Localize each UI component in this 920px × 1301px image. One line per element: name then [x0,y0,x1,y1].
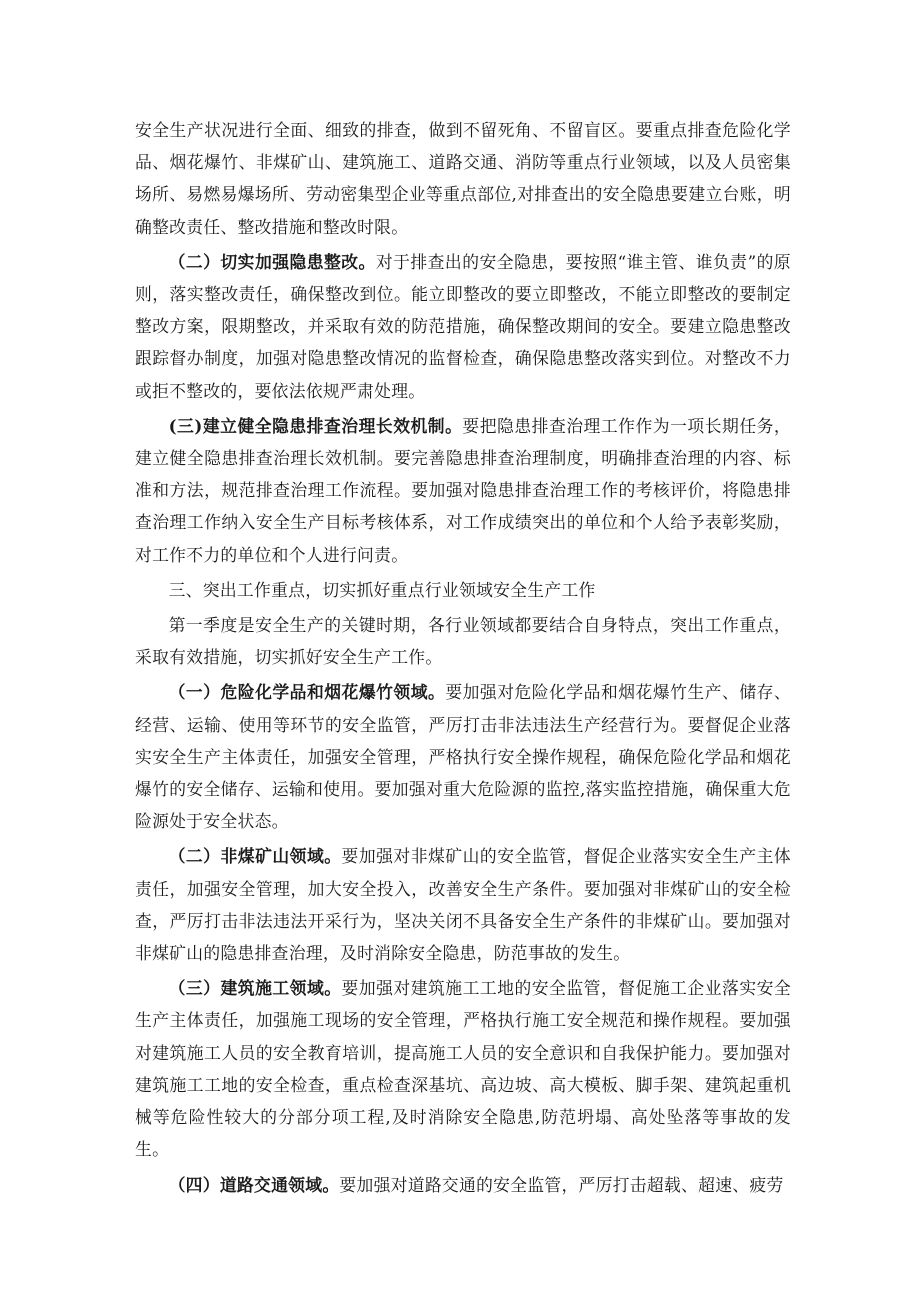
paragraph-text: 要把隐患排查治理工作作为一项长期任务，建立健全隐患排查治理长效机制。要完善隐患排查治理制度，明确排查治理的内容、标准和方法，规范排查治理工作流程。要加强对隐患排查治理工作的考核评价，将隐患排查治理工作纳入安全生产目标考核体系，对工作成绩突出的单位和个人给予表彰奖励，对工作不力的单位和个人进行问责。 [135,415,792,565]
paragraph-3 [135,410,791,571]
section-lead-title: （二）非煤矿山领域。 [168,846,342,867]
paragraph-text: 要加强对道路交通的安全监管，严厉打击超载、超速、疲劳 [339,1174,784,1195]
paragraph-8 [135,1169,791,1201]
paragraph-4 [135,609,791,673]
section-lead-title: （四）道路交通领域。 [168,1174,340,1195]
paragraph-6 [135,840,791,969]
paragraph-1 [135,114,791,243]
section-heading-text: 三、突出工作重点，切实抓好重点行业领域安全生产工作 [168,579,596,600]
document-body [135,114,791,1201]
paragraph-text: 安全生产状况进行全面、细致的排查，做到不留死角、不留盲区。要重点排查危险化学品、烟花爆竹、非煤矿山、建筑施工、道路交通、消防等重点行业领域，以及人员密集场所、易燃易爆场所、劳动密集型企业等重点部位,对排查出的安全隐患要建立台账，明确整改责任、整改措施和整改时限。 [135,120,791,237]
section-heading [135,574,791,606]
section-lead-title: （二）切实加强隐患整改。 [168,251,376,272]
section-lead-title: （三）建筑施工领域。 [168,978,342,999]
section-lead-title: (三)建立健全隐患排查治理长效机制。 [168,415,463,436]
paragraph-text: 要加强对危险化学品和烟花爆竹生产、储存、经营、运输、使用等环节的安全监管，严厉打击非法违法生产经营行为。要督促企业落实安全生产主体责任，加强安全管理，严格执行安全操作规程，确保危险化学品和烟花爆竹的安全储存、运输和使用。要加强对重大危险源的监控,落实监控措施，确保重大危险源处于安全状态。 [135,682,791,832]
paragraph-text: 要加强对非煤矿山的安全监管，督促企业落实安全生产主体责任，加强安全管理，加大安全投入，改善安全生产条件。要加强对非煤矿山的安全检查，严厉打击非法违法开采行为，坚决关闭不具备安全生产条件的非煤矿山。要加强对非煤矿山的隐患排查治理，及时消除安全隐患，防范事故的发生。 [135,846,791,964]
paragraph-text: 对于排查出的安全隐患，要按照“谁主管、谁负责”的原则，落实整改责任，确保整改到位。能立即整改的要立即整改，不能立即整改的要制定整改方案，限期整改，并采取有效的防范措施，确保整改期间的安全。要建立隐患整改跟踪督办制度，加强对隐患整改情况的监督检查，确保隐患整改落实到位。对整改不力或拒不整改的，要依法依规严肃处理。 [135,251,791,401]
paragraph-text: 第一季度是安全生产的关键时期，各行业领域都要结合自身特点，突出工作重点，采取有效措施，切实抓好安全生产工作。 [135,615,791,668]
paragraph-5 [135,676,791,837]
section-lead-title: （一）危险化学品和烟花爆竹领域。 [168,682,446,703]
paragraph-text: 要加强对建筑施工工地的安全监管，督促施工企业落实安全生产主体责任，加强施工现场的安全管理，严格执行施工安全规范和操作规程。要加强对建筑施工人员的安全教育培训，提高施工人员的安全意识和自我保护能力。要加强对建筑施工工地的安全检查，重点检查深基坑、高边坡、高大模板、脚手架、建筑起重机械等危险性较大的分部分项工程,及时消除安全隐患,防范坍塌、高处坠落等事故的发生。 [135,978,791,1160]
paragraph-7 [135,972,791,1165]
paragraph-2 [135,246,791,407]
